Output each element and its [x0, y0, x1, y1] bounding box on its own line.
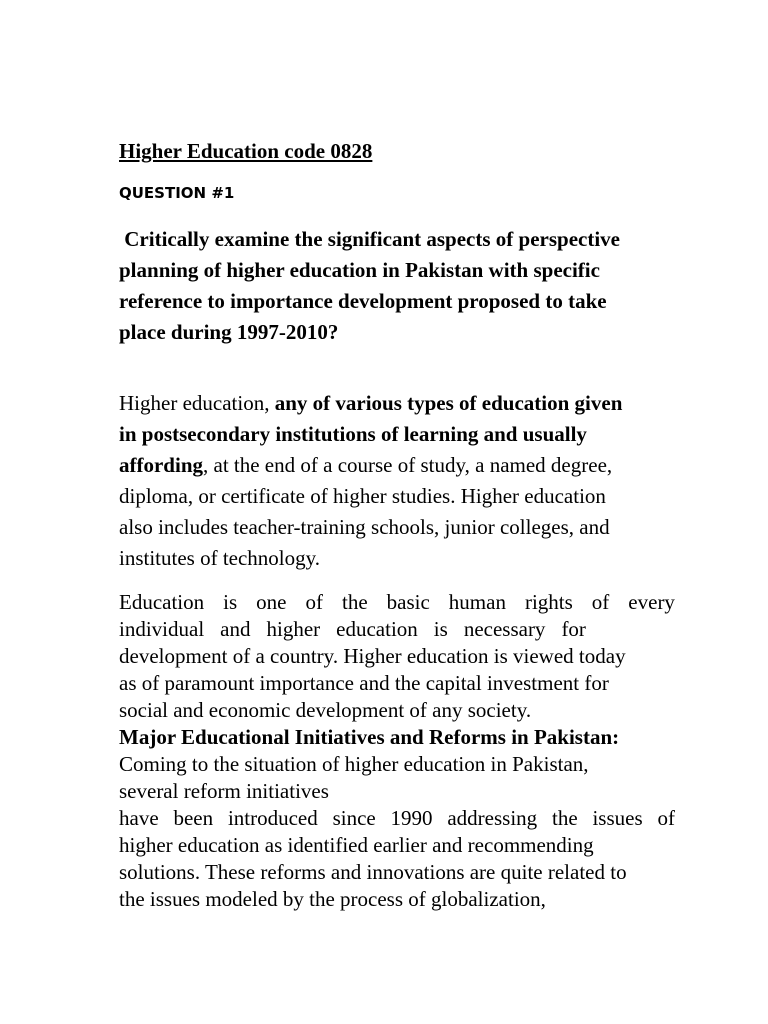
word: have [119, 806, 159, 830]
question-line [119, 224, 664, 255]
word: since [332, 806, 376, 830]
body-paragraph [119, 589, 675, 913]
word: the [341, 590, 368, 614]
word: every [628, 590, 675, 614]
word: of [305, 590, 323, 614]
question-text [119, 224, 664, 348]
word: and [220, 617, 251, 641]
paragraph-line: social and economic development of any society. [119, 698, 532, 722]
question-line-text: Critically examine the significant aspects of perspective [124, 227, 620, 251]
word: the [551, 806, 578, 830]
paragraph-line [119, 589, 675, 616]
plain-text: , at the end of a course of study, a named degree, [203, 453, 613, 477]
word: is [223, 590, 238, 614]
bold-text: in postsecondary institutions of learning and usually [119, 422, 587, 446]
paragraph-line: as of paramount importance and the capital investment for [119, 671, 609, 695]
word: for [561, 617, 586, 641]
paragraph-line: institutes of technology. [119, 546, 321, 570]
bold-text: any of various types of education given [274, 391, 623, 415]
paragraph-line: development of a country. Higher education is viewed today [119, 644, 626, 668]
word: basic [386, 590, 430, 614]
document-title: Higher Education code 0828 [119, 139, 373, 163]
paragraph-line [119, 616, 586, 643]
paragraph-line [119, 388, 664, 419]
word: issues [592, 806, 643, 830]
word: of [657, 806, 675, 830]
word: human [448, 590, 506, 614]
bold-text: affording [119, 453, 203, 477]
word: higher [266, 617, 321, 641]
word: addressing [447, 806, 538, 830]
definition-paragraph [119, 388, 664, 574]
word: introduced [227, 806, 318, 830]
paragraph-line: several reform initiatives [119, 779, 329, 803]
paragraph-line [119, 805, 675, 832]
paragraph-line: diploma, or certificate of higher studies. Higher education [119, 484, 606, 508]
word: rights [524, 590, 573, 614]
question-label: QUESTION #1 [119, 184, 235, 202]
document-page [119, 0, 679, 1024]
paragraph-line: also includes teacher-training schools, junior colleges, and [119, 515, 610, 539]
word: Education [119, 590, 205, 614]
word: been [173, 806, 214, 830]
paragraph-line [119, 419, 664, 450]
paragraph-line: higher education as identified earlier and recommending [119, 833, 594, 857]
paragraph-line: the issues modeled by the process of globalization, [119, 887, 546, 911]
word: 1990 [390, 806, 433, 830]
word: necessary [463, 617, 546, 641]
word: one [256, 590, 287, 614]
paragraph-line: Coming to the situation of higher education in Pakistan, [119, 752, 589, 776]
word: of [591, 590, 610, 614]
section-heading: Major Educational Initiatives and Reforms in Pakistan: [119, 725, 620, 749]
question-line: reference to importance development proposed to take [119, 289, 607, 313]
word: individual [119, 617, 205, 641]
plain-text: Higher education, [119, 391, 275, 415]
question-line: planning of higher education in Pakistan with specific [119, 258, 600, 282]
paragraph-line: solutions. These reforms and innovations are quite related to [119, 860, 627, 884]
word: education [336, 617, 418, 641]
question-line: place during 1997-2010? [119, 320, 339, 344]
word: is [433, 617, 448, 641]
paragraph-line [119, 450, 664, 481]
